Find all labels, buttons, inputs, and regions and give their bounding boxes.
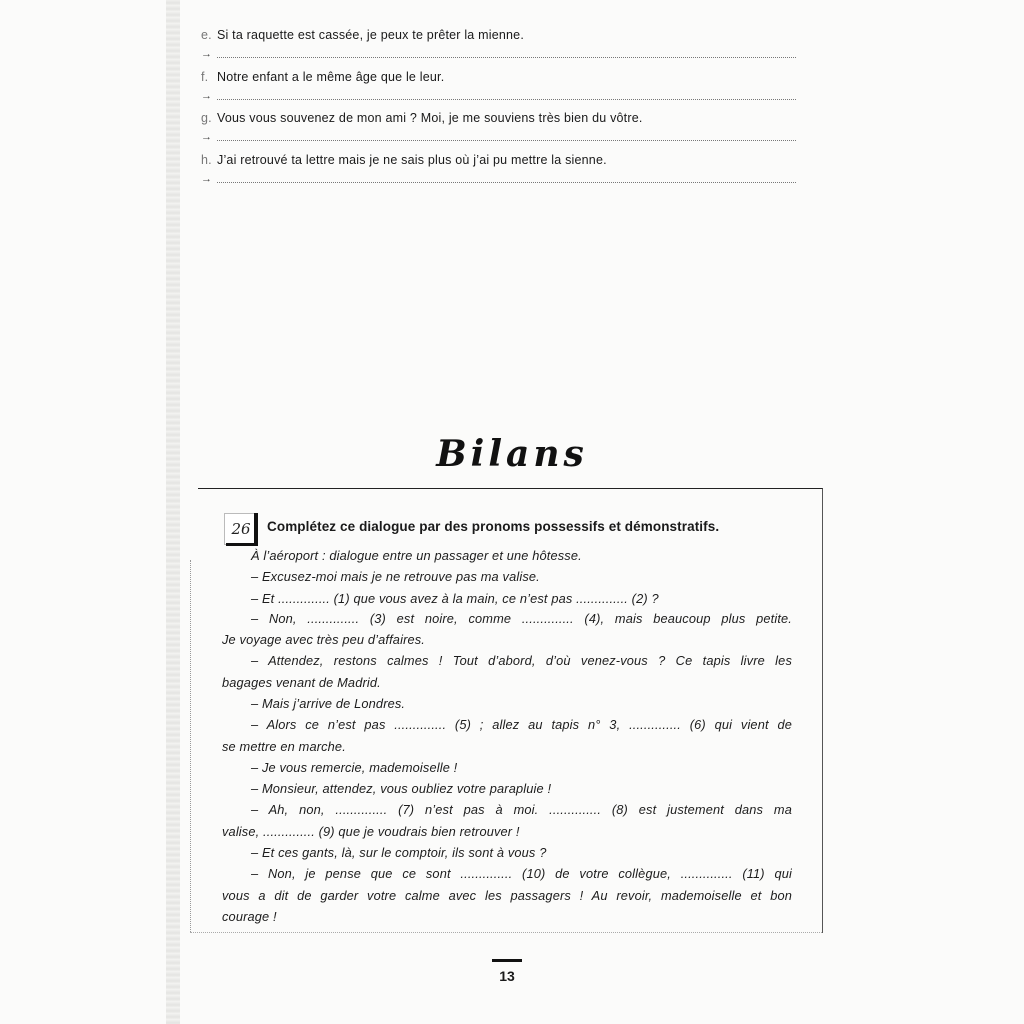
item-text: Si ta raquette est cassée, je peux te prêter la mienne. bbox=[217, 28, 525, 42]
answer-line-f[interactable] bbox=[201, 90, 796, 104]
arrow-icon: → bbox=[201, 131, 212, 143]
exercise-instruction: Complétez ce dialogue par des pronoms possessifs et démonstratifs. bbox=[267, 519, 720, 534]
page-binding-edge bbox=[166, 0, 180, 1024]
item-text: J’ai retrouvé ta lettre mais je ne sais plus où j’ai pu mettre la sienne. bbox=[217, 153, 607, 167]
arrow-icon: → bbox=[201, 173, 212, 185]
exercise-box-bottom-border bbox=[190, 932, 822, 933]
section-title: Bilans bbox=[436, 433, 588, 475]
dialogue-line: – Et .............. (1) que vous avez à la main, ce n’est pas .............. (2) ? bbox=[251, 591, 659, 606]
exercise-number-shadow bbox=[254, 513, 258, 546]
exercise-item-h bbox=[201, 153, 607, 167]
exercise-item-g bbox=[201, 111, 643, 125]
answer-line-h[interactable] bbox=[201, 173, 796, 187]
exercise-box-left-border bbox=[190, 560, 191, 932]
dialogue-line: – Je vous remercie, mademoiselle ! bbox=[251, 760, 458, 775]
item-letter: g. bbox=[201, 111, 212, 125]
exercise-number-badge: 26 bbox=[224, 513, 258, 545]
exercise-items bbox=[201, 0, 801, 200]
exercise-item-f bbox=[201, 70, 444, 84]
dialogue-line: À l’aéroport : dialogue entre un passager et une hôtesse. bbox=[251, 548, 582, 563]
exercise-item-e bbox=[201, 28, 524, 42]
exercise-number-shadow-base bbox=[226, 543, 258, 546]
dialogue-line: – Mais j’arrive de Londres. bbox=[251, 696, 406, 711]
item-text: Vous vous souvenez de mon ami ? Moi, je me souviens très bien du vôtre. bbox=[217, 111, 643, 125]
answer-line-e[interactable] bbox=[201, 48, 796, 62]
dialogue-line: – Monsieur, attendez, vous oubliez votre parapluie ! bbox=[251, 781, 552, 796]
item-text: Notre enfant a le même âge que le leur. bbox=[217, 70, 445, 84]
arrow-icon: → bbox=[201, 90, 212, 102]
dialogue-line: – Ah, non, .............. (7) n’est pas à moi. .............. (8) est justement dans ma bbox=[251, 802, 792, 817]
dialogue-line: – Attendez, restons calmes ! Tout d’abord, d’où venez-vous ? Ce tapis livre les bbox=[251, 653, 792, 668]
dialogue-line: bagages venant de Madrid. bbox=[222, 675, 381, 690]
item-letter: e. bbox=[201, 28, 212, 42]
page-number: 13 bbox=[499, 968, 515, 984]
dotted-answer-field[interactable] bbox=[217, 182, 796, 183]
dialogue-line: – Excusez-moi mais je ne retrouve pas ma valise. bbox=[251, 569, 540, 584]
dialogue-line: courage ! bbox=[222, 909, 277, 924]
item-letter: f. bbox=[201, 70, 209, 84]
answer-line-g[interactable] bbox=[201, 131, 796, 145]
dialogue-line: – Non, je pense que ce sont .............. (10) de votre collègue, .............. (11) qui bbox=[251, 866, 792, 881]
dialogue-line: Je voyage avec très peu d’affaires. bbox=[222, 632, 426, 647]
item-letter: h. bbox=[201, 153, 212, 167]
page-number-rule bbox=[492, 959, 522, 962]
dialogue-line: – Alors ce n’est pas .............. (5) ; allez au tapis n° 3, .............. (6) qui vient de bbox=[251, 717, 792, 732]
dialogue-line: vous a dit de garder votre calme avec les passagers ! Au revoir, mademoiselle et bon bbox=[222, 888, 792, 903]
dialogue-line: – Non, .............. (3) est noire, comme .............. (4), mais beaucoup plus petite. bbox=[251, 611, 792, 626]
dialogue-line: se mettre en marche. bbox=[222, 739, 346, 754]
dotted-answer-field[interactable] bbox=[217, 99, 796, 100]
dotted-answer-field[interactable] bbox=[217, 57, 796, 58]
dotted-answer-field[interactable] bbox=[217, 140, 796, 141]
dialogue-line: – Et ces gants, là, sur le comptoir, ils sont à vous ? bbox=[251, 845, 547, 860]
dialogue-line: valise, .............. (9) que je voudrais bien retrouver ! bbox=[222, 824, 520, 839]
arrow-icon: → bbox=[201, 48, 212, 60]
